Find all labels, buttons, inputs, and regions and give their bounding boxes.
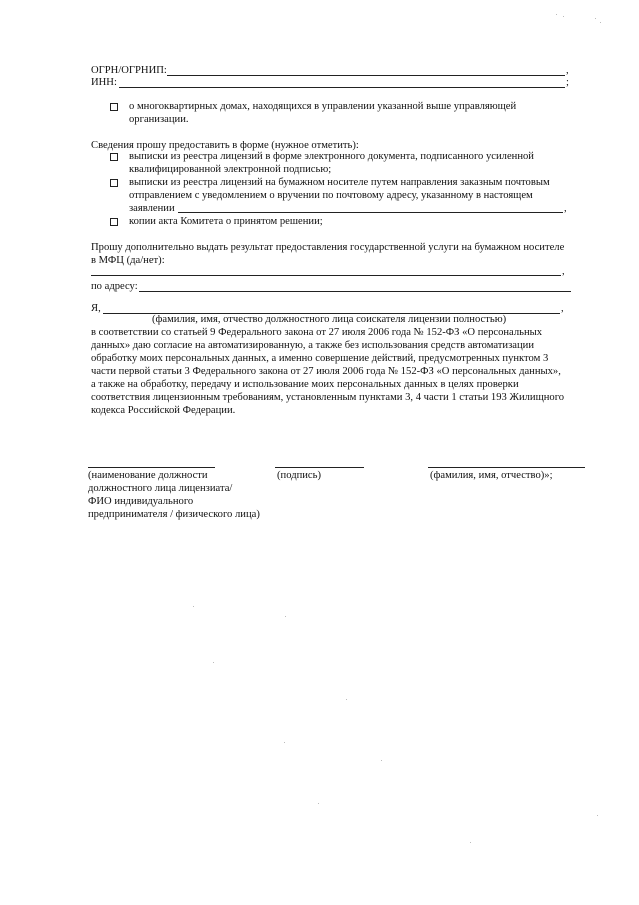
signature-caption: (подпись)	[277, 470, 321, 481]
scan-speck	[213, 662, 214, 663]
mfc-end-mark: ,	[562, 266, 565, 277]
mfc-request-line1: Прошу дополнительно выдать результат предоставления государственной услуги на бумажном носителе	[91, 242, 565, 253]
apartment-option-line1: о многоквартирных домах, находящихся в управлении указанной выше управляющей	[129, 101, 517, 112]
scan-speck	[381, 760, 382, 761]
ogrn-field[interactable]	[167, 75, 565, 76]
paper-option-line1: выписки из реестра лицензий на бумажном носителе путем направления заказным почтовым	[129, 177, 550, 188]
inn-field[interactable]	[119, 87, 565, 88]
address-label: по адресу:	[91, 281, 138, 292]
ya-label: Я,	[91, 303, 101, 314]
consent-line-1: в соответствии со статьей 9 Федерального закона от 27 июля 2006 года № 152-ФЗ «О персональных	[91, 327, 543, 338]
paper-option-line2: отправлением с уведомлением о вручении по почтовому адресу, указанному в настоящем	[129, 190, 533, 201]
paper-checkbox[interactable]	[110, 179, 118, 187]
fio-hint: (фамилия, имя, отчество должностного лица соискателя лицензии полностью)	[152, 314, 507, 325]
consent-line-6: соответствия лицензионным требованиям, установленным пунктами 3, 4 части 1 статьи 193 Жилищного	[91, 392, 565, 403]
electronic-option-line2: квалифицированной электронной подписью;	[129, 164, 332, 175]
position-caption-line3: ФИО индивидуального	[88, 496, 194, 507]
scan-speck	[285, 616, 286, 617]
consent-line-7: кодекса Российской Федерации.	[91, 405, 236, 416]
scan-speck	[284, 742, 285, 743]
mfc-request-line2: в МФЦ (да/нет):	[91, 255, 165, 266]
consent-line-4: части первой статьи 3 Федерального закона от 27 июля 2006 года № 152-ФЗ «О персональных данных»,	[91, 366, 561, 377]
paper-address-field[interactable]	[178, 212, 563, 213]
electronic-checkbox[interactable]	[110, 153, 118, 161]
scan-speck	[563, 16, 564, 17]
scan-speck	[595, 18, 596, 19]
form-heading: Сведения прошу предоставить в форме (нужное отметить):	[91, 140, 359, 151]
consent-line-5: а также на обработку, передачу и использование моих персональных данных в целях проверки	[91, 379, 519, 390]
scan-speck	[470, 842, 471, 843]
scan-speck	[597, 815, 598, 816]
scan-speck	[346, 699, 347, 700]
electronic-option-line1: выписки из реестра лицензий в форме электронного документа, подписанного усиленной	[129, 151, 534, 162]
position-signature-line[interactable]	[88, 467, 215, 468]
inn-end-mark: ;	[566, 77, 569, 88]
apartment-option-line2: организации.	[129, 114, 189, 125]
apartment-checkbox[interactable]	[110, 103, 118, 111]
mfc-answer-field[interactable]	[91, 275, 561, 276]
inn-label: ИНН:	[91, 77, 117, 88]
address-field[interactable]	[139, 291, 571, 292]
scan-speck	[556, 14, 557, 15]
consent-line-3: обработку моих персональных данных, а именно совершение действий, предусмотренных пунктом 3	[91, 353, 549, 364]
scan-speck	[193, 606, 194, 607]
paper-end-mark: ,	[564, 203, 567, 214]
paper-option-line3: заявлении	[129, 203, 175, 214]
scan-speck	[600, 22, 601, 23]
copy-checkbox[interactable]	[110, 218, 118, 226]
position-caption-line4: предпринимателя / физического лица)	[88, 509, 260, 520]
signature-line[interactable]	[275, 467, 364, 468]
ogrn-label: ОГРН/ОГРНИП:	[91, 65, 167, 76]
scan-speck	[318, 803, 319, 804]
position-caption-line2: должностного лица лицензиата/	[88, 483, 233, 494]
name-signature-line[interactable]	[428, 467, 585, 468]
name-caption: (фамилия, имя, отчество)»;	[430, 470, 553, 481]
ya-end-mark: ,	[561, 303, 564, 314]
copy-option-line1: копии акта Комитета о принятом решении;	[129, 216, 323, 227]
position-caption-line1: (наименование должности	[88, 470, 208, 481]
consent-line-2: данных» даю согласие на автоматизированную, а также без использования средств автоматизации	[91, 340, 534, 351]
ogrn-end-mark: ,	[566, 65, 569, 76]
